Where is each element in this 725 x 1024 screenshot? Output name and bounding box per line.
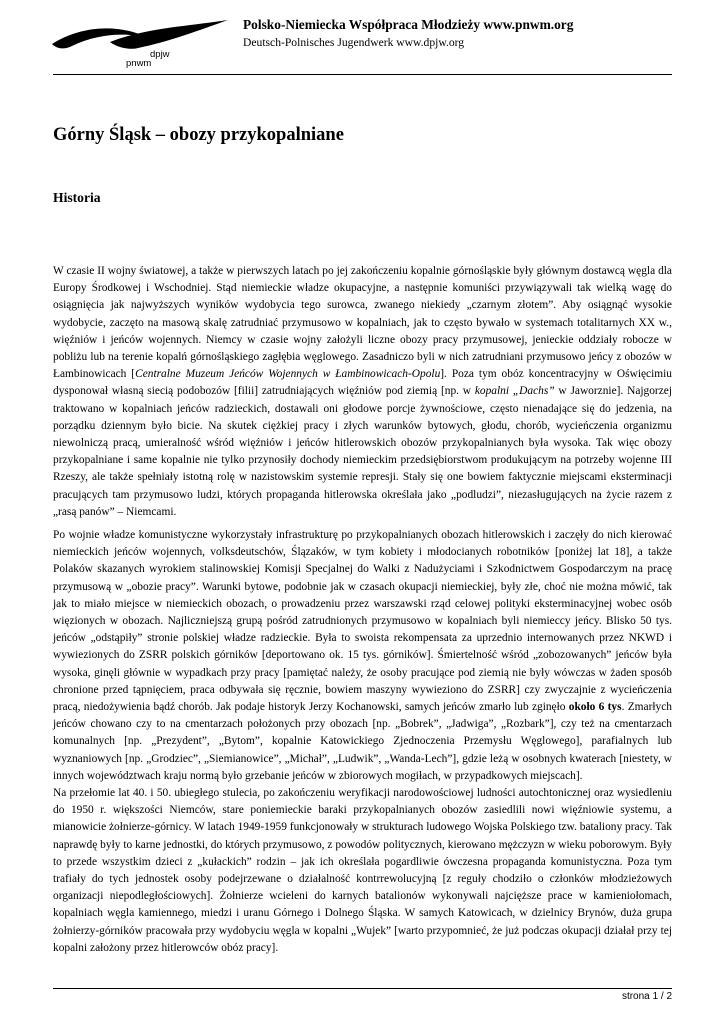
page-title: Górny Śląsk – obozy przykopalniane — [53, 125, 344, 145]
logo-swoosh-icon — [50, 16, 230, 68]
page-label: strona — [621, 991, 650, 1002]
page-current: 1 — [652, 991, 659, 1002]
paragraph-1-text-c: w Jaworznie]. Najgorzej traktowano w kopalniach jeńców radzieckich, dostawali oni głodowe porcje żywnościowe, często nienadające się do jedzenia, na porządku dziennym było bicie. Na skutek ciężkiej pracy i złych warunków bytowych, głodu, chorób, wycieńczenia organizmu niewolniczą pracą, umieralność wśród więźniów i jeńców hitlerowskich obozów przykopalnianych była wysoka. Tak więc obozy przykopalniane i same kopalnie nie tylko przynosiły dochody niemieckim przedsiębiorstwom produkującym na potrzeby wojenne III Rzeszy, ale także spełniały istotną rolę w nazistowskim systemie represji. Stały się one bowiem faktycznie miejscami eksterminacji pracujących tam przymusowo ludzi, których propaganda hitlerowska określała jako „podludzi”, niezasługujących na życie razem z „rasą panów” – Niemcami. — [53, 385, 672, 518]
paragraph-2-bold-count: około 6 tys — [568, 701, 622, 714]
paragraph-1 — [53, 263, 672, 521]
logo-text-dpjw: dpjw — [150, 49, 170, 60]
paragraph-1-italic-dachs: kopalni „Dachs” — [474, 385, 555, 398]
page-number — [622, 991, 672, 1002]
paragraph-1-italic-museum: Centralne Muzeum Jeńców Wojennych w Łambinowicach-Opolu — [135, 368, 441, 381]
paragraph-1-text-a: W czasie II wojny światowej, a także w pierwszych latach po jej zakończeniu kopalnie górnośląskie były głównym dostawcą węgla dla Europy Środkowej i Wschodniej. Stąd niemieckie władze okupacyjne, a następnie komuniści przywiązywali tak wielką wagę do osiągnięcia jak najwyższych wyników wydobycia tego surowca, zwanego niekiedy „czarnym złotem”. Aby osiągnąć wysokie wydobycie, zaczęto na masową skalę zatrudniać przymusowo w kopalniach, jak to często bywało w systemach totalitarnych XX w., więźniów i jeńców wojennych. Niemcy w czasie wojny założyli liczne obozy pracy przymusowej, jenieckie oddziały robocze w pobliżu lub na terenie kopalń górnośląskiego zagłębia węglowego. Zasadniczo byli w nich zatrudniani przymusowo jeńcy z obozów w Łambinowicach [ — [53, 265, 672, 381]
paragraph-2-text-a: Po wojnie władze komunistyczne wykorzystały infrastrukturę po przykopalnianych obozach hitlerowskich i zaczęły do nich kierować niemieckich jeńców wojennych, volksdeutschów, Ślązaków, w tym kobiety i młodocianych robotników [poniżej lat 18], a także Polaków skazanych wyrokiem stalinowskiej Komisji Specjalnej do Walki z Nadużyciami i Szkodnictwem Gospodarczym na pracę przymusową w „obozie pracy”. Warunki bytowe, podobnie jak w czasach okupacji niemieckiej, były złe, choć nie można mówić, tak jak to miało miejsce w niemieckich obozach, o prowadzeniu przez warszawski rząd celowej polityki eksterminacyjnej wobec osób więzionych w obozach. Najliczniejszą grupą pośród zatrudnionych przymusowo w kopalniach byli niemieccy jeńcy. Blisko 50 tys. jeńców „odstąpiły” stronie polskiej władze radzieckie. Była to swoista rekompensata za uprzednio internowanych przez NKWD i wywiezionych do ZSRR polskich górników [deportowano ok. 15 tys. górników]. Śmiertelność wśród „zobozowanych” jeńców była wysoka, ginęli głównie w wypadkach przy pracy [pamiętać należy, że osoby pracujące pod ziemią nie były wówczas w żaden sposób chronione przed tąpnięciem, praca odbywała się ręcznie, bowiem maszyny wywieziono do ZSRR] czy zwyczajnie z wycieńczenia pracą, niedożywienia bądź chorób. Jak podaje historyk Jerzy Kochanowski, samych jeńców zmarło lub zginęło — [53, 529, 672, 714]
dpjw-pnwm-logo — [50, 16, 230, 68]
page-total: 2 — [666, 991, 672, 1002]
header-divider — [53, 74, 672, 75]
footer-divider — [53, 988, 672, 989]
logo-text-pnwm: pnwm — [126, 58, 152, 68]
header-organization-line: Polsko-Niemiecka Współpraca Młodzieży www.pnwm.org — [243, 17, 574, 32]
paragraph-1-text-b: ]. Poza tym obóz koncentracyjny w Oświęcimiu dysponował własną siecią podobozów [filii] zatrudniających więźniów pod ziemią [np. w — [53, 368, 672, 398]
paragraph-3 — [53, 785, 672, 957]
section-heading: Historia — [53, 190, 101, 205]
page-separator: / — [660, 991, 664, 1002]
paragraph-2-text-b: . Zmarłych jeńców chowano czy to na cmentarzach położonych przy obozach [np. „Bobrek”, „Jadwiga”, „Rozbark”], czy też na cmentarzach komunalnych [np. „Prezydent”, „Bytom”, kopalnie Katowickiego Zjednoczenia Przemysłu Węglowego], parafialnych lub wyznaniowych [np. „Grodziec”, „Siemianowice”, „Michał”, „Ludwik”, „Wanda-Lech”], gdzie leżą w osobnych kwaterach [niestety, w innych województwach kraju normą było grzebanie jeńców w zbiorowych mogiłach, w przypadkowych miejscach]. — [53, 701, 672, 782]
paragraph-3-text: Na przełomie lat 40. i 50. ubiegłego stulecia, po zakończeniu weryfikacji narodowościowej ludności autochtonicznej oraz wysiedleniu do 1950 r. większości Niemców, stare poniemieckie baraki przykopalnianych obozów zasiedlili nowi więźniowie systemu, a mianowicie żołnierze-górnicy. W latach 1949-1959 funkcjonowały w strukturach ludowego Wojska Polskiego tzw. bataliony pracy. Tak naprawdę były to karne jednostki, do których przymusowo, z powodów politycznych, kierowano mężczyzn w wieku poborowym. Były to przede wszystkim dzieci z „kułackich” rodzin – jak ich określała pogardliwie ówczesna propaganda komunistyczna. Poza tym trafiały do tych jednostek osoby podejrzewane o działalność kontrrewolucyjną [z reguły chodziło o członków młodzieżowych organizacji niepodległościowych]. Żołnierze wcieleni do karnych batalionów wykonywali najcięższe prace w kamieniołomach, kopalniach węgla kamiennego, miedzi i uranu Górnego i Dolnego Śląska. W samych Katowicach, w dzielnicy Brynów, duża grupa żołnierzy-górników pracowała przy wydobyciu węgla w kopalni „Wujek” [warto przypomnieć, że już podczas okupacji działał przy tej kopalni założony przez hitlerowców obóz pracy]. — [53, 787, 672, 954]
paragraph-2 — [53, 527, 672, 785]
header-subtitle-line: Deutsch-Polnisches Jugendwerk www.dpjw.org — [243, 36, 465, 49]
